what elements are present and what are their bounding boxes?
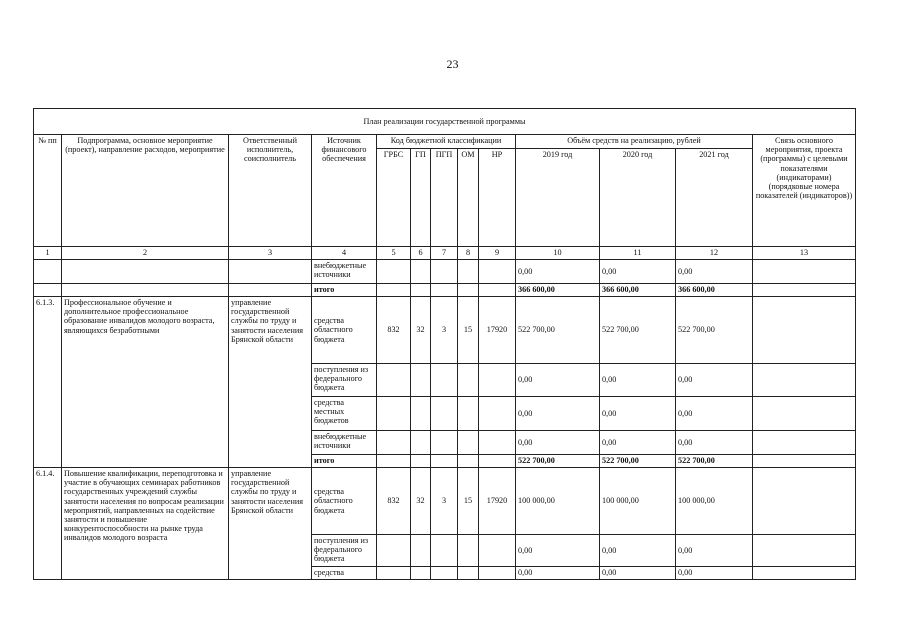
col-number: 11 [600,247,676,260]
header-num: № пп [34,135,62,247]
col-number: 3 [229,247,312,260]
table-title: План реализации государственной программы [34,109,856,135]
source-cell: поступления из федерального бюджета [312,535,377,567]
table-row [34,297,856,364]
value-2020: 522 700,00 [600,455,676,468]
header-grbs: ГРБС [377,149,411,247]
value-2020: 0,00 [600,535,676,567]
value-2020: 0,00 [600,397,676,431]
header-source: Источник финансового обеспечения [312,135,377,247]
value-2020: 366 600,00 [600,284,676,297]
value-2021: 100 000,00 [676,468,753,535]
value-2021: 366 600,00 [676,284,753,297]
header-2021: 2021 год [676,149,753,247]
col-number: 8 [458,247,479,260]
value-2019: 0,00 [516,431,600,455]
value-2020: 0,00 [600,567,676,580]
value-2019: 0,00 [516,260,600,284]
value-2020: 0,00 [600,431,676,455]
source-cell: итого [312,284,377,297]
value-2019: 522 700,00 [516,297,600,364]
code-gp: 32 [411,297,431,364]
col-number: 4 [312,247,377,260]
value-2021: 0,00 [676,397,753,431]
value-2019: 100 000,00 [516,468,600,535]
value-2019: 0,00 [516,535,600,567]
header-link: Связь основного мероприятия, проекта (программы) с целевыми показателями (индикаторами) (порядковые номера показателей (индикаторов)) [753,135,856,247]
value-2021: 0,00 [676,567,753,580]
col-number: 9 [479,247,516,260]
col-number: 10 [516,247,600,260]
table-row [34,260,856,284]
col-number: 2 [62,247,229,260]
value-2019: 522 700,00 [516,455,600,468]
header-activity: Подпрограмма, основное мероприятие (проект), направление расходов, мероприятие [62,135,229,247]
code-gp: 32 [411,468,431,535]
value-2021: 0,00 [676,535,753,567]
code-pgp: 3 [431,468,458,535]
code-om: 15 [458,297,479,364]
source-cell: внебюджетные источники [312,431,377,455]
item-number: 6.1.4. [34,468,62,580]
source-cell: средства областного бюджета [312,297,377,364]
header-gp: ГП [411,149,431,247]
value-2019: 366 600,00 [516,284,600,297]
code-grbs: 832 [377,297,411,364]
code-np: 17920 [479,297,516,364]
executor-name: управление государственной службы по труду и занятости населения Брянской области [229,297,312,468]
source-cell: внебюджетные источники [312,260,377,284]
code-np: 17920 [479,468,516,535]
header-budget-code: Код бюджетной классификации [377,135,516,149]
code-grbs: 832 [377,468,411,535]
source-cell: средства местных бюджетов [312,397,377,431]
value-2020: 0,00 [600,260,676,284]
value-2020: 0,00 [600,364,676,397]
header-2020: 2020 год [600,149,676,247]
header-2019: 2019 год [516,149,600,247]
activity-name: Профессиональное обучение и дополнительное профессиональное образование инвалидов молодого возраста, являющихся безработными [62,297,229,468]
header-executor: Ответственный исполнитель, соисполнитель [229,135,312,247]
activity-name: Повышение квалификации, переподготовка и участие в обучающих семинарах работников государственных учреждений службы занятости населения по вопросам реализации мероприятий, направленных на содействие занятости и повышение конкурентоспособности на рынке труда инвалидов молодого возраста [62,468,229,580]
program-plan-table [33,108,856,580]
value-2020: 522 700,00 [600,297,676,364]
header-volume: Объём средств на реализацию, рублей [516,135,753,149]
source-cell: средства [312,567,377,580]
code-pgp: 3 [431,297,458,364]
value-2020: 100 000,00 [600,468,676,535]
col-number: 5 [377,247,411,260]
page-number: 23 [446,57,459,71]
col-number: 7 [431,247,458,260]
header-om: ОМ [458,149,479,247]
item-number: 6.1.3. [34,297,62,468]
table-row [34,468,856,535]
col-number: 12 [676,247,753,260]
value-2021: 0,00 [676,431,753,455]
code-om: 15 [458,468,479,535]
value-2019: 0,00 [516,364,600,397]
value-2019: 0,00 [516,397,600,431]
header-pgp: ПГП [431,149,458,247]
source-cell: средства областного бюджета [312,468,377,535]
value-2021: 0,00 [676,260,753,284]
value-2019: 0,00 [516,567,600,580]
col-number: 6 [411,247,431,260]
header-np: НР [479,149,516,247]
value-2021: 522 700,00 [676,455,753,468]
source-cell: итого [312,455,377,468]
executor-name: управление государственной службы по труду и занятости населения Брянской области [229,468,312,580]
col-number: 13 [753,247,856,260]
value-2021: 522 700,00 [676,297,753,364]
source-cell: поступления из федерального бюджета [312,364,377,397]
col-number: 1 [34,247,62,260]
table-row [34,284,856,297]
value-2021: 0,00 [676,364,753,397]
